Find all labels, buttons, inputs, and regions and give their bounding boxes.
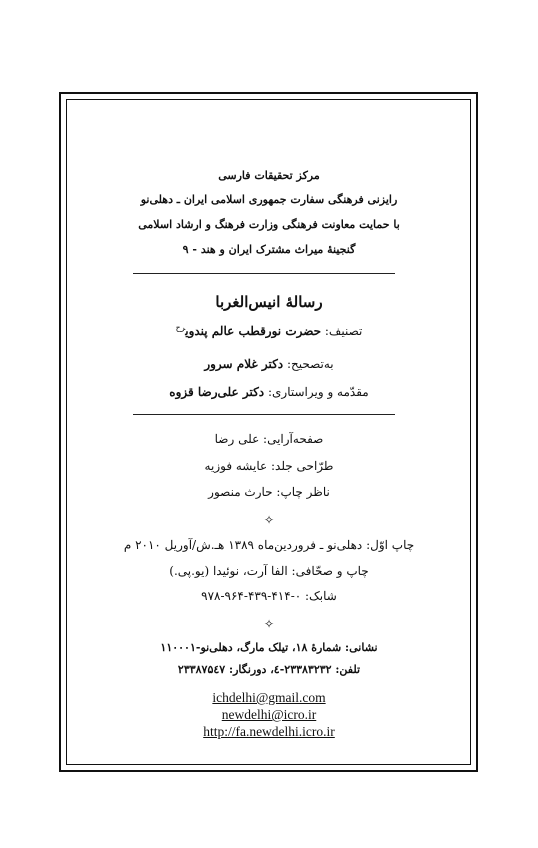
intro-name: دکتر علی‌رضا قزوه <box>169 385 265 399</box>
edition-line: چاپ اوّل: دهلی‌نو ـ فروردین‌ماه ۱۳۸۹ هـ.ش/آوریل ۲۰۱۰ م <box>123 538 415 552</box>
email-link-2[interactable]: newdelhi@icro.ir <box>221 707 317 722</box>
ornament-star-icon: ✧ <box>263 617 275 631</box>
address-line: نشانی: شمارهٔ ۱۸، تیلک مارگ، دهلی‌نو-۱۱۰۰۰۱ <box>160 641 378 654</box>
org-line-2: رایزنی فرهنگی سفارت جمهوری اسلامی ایران ـ دهلی‌نو <box>140 193 398 206</box>
intro-label: مقدّمه و ویراستاری: <box>267 385 369 399</box>
divider-top <box>133 273 395 274</box>
editor-label: به‌تصحیح: <box>286 357 334 371</box>
editor-name: دکتر غلام سرور <box>204 357 284 371</box>
org-line-3: با حمایت معاونت فرهنگی وزارت فرهنگ و ارشاد اسلامی <box>138 218 400 231</box>
editor-line <box>0 357 538 371</box>
org-line-1: مرکز تحقیقات فارسی <box>218 169 320 182</box>
printer-line: چاپ و صحّافی: الفا آرت، نوئیدا (یو.پی.) <box>169 564 369 578</box>
email-link-1[interactable]: ichdelhi@gmail.com <box>212 690 326 705</box>
credit-supervisor: ناظر چاپ: حارث منصور <box>208 485 330 499</box>
phone-line: تلفن: ۲۳۳۸۳۲۳۲-٤، دورنگار: ۲۳۳۸۷۵٤۷ <box>177 663 361 676</box>
intro-line <box>0 385 538 399</box>
author-label: تصنیف: <box>324 324 363 338</box>
ornament-star-icon: ✧ <box>263 513 275 527</box>
series-line: گنجینهٔ میراث مشترک ایران و هند - ۹ <box>182 243 356 256</box>
isbn-line: شابک: ۰-۴۱۴-۴۳۹-۹۶۴-۹۷۸ <box>201 589 337 603</box>
credit-layout: صفحه‌آرایی: علی رضا <box>214 432 324 446</box>
divider-middle <box>133 414 395 415</box>
author-honorific: رح <box>175 323 186 332</box>
author-name: حضرت نورقطب عالم پندوی <box>185 324 322 338</box>
credit-cover: طرّاحی جلد: عایشه فوزیه <box>204 459 334 473</box>
book-title: رسالهٔ انیس‌الغربا <box>215 293 323 311</box>
website-link[interactable]: http://fa.newdelhi.icro.ir <box>203 724 335 739</box>
author-line <box>0 323 538 338</box>
